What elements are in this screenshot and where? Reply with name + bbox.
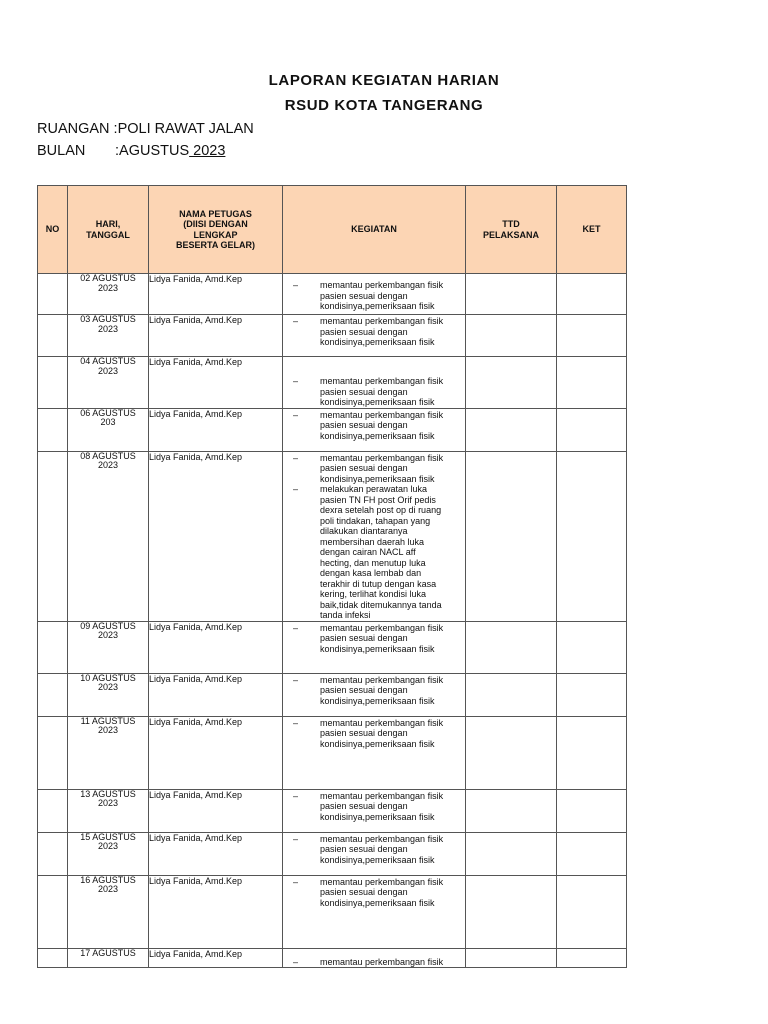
ttd-cell: [466, 274, 557, 315]
kegiatan-cell: [283, 673, 466, 716]
date-cell: 03 AGUSTUS 2023: [68, 315, 149, 357]
date-cell: 11 AGUSTUS 2023: [68, 716, 149, 789]
table-row: [38, 451, 627, 621]
activity-item: [283, 877, 465, 909]
table-row: [38, 948, 627, 968]
ttd-cell: [466, 621, 557, 673]
petugas-cell: Lidya Fanida, Amd.Kep: [149, 948, 283, 968]
ttd-cell: [466, 716, 557, 789]
col-header-no: NO: [38, 186, 68, 274]
ket-cell: [557, 621, 627, 673]
table-row: [38, 315, 627, 357]
ket-cell: [557, 357, 627, 409]
ttd-cell: [466, 673, 557, 716]
table-row: [38, 408, 627, 451]
bullet-dash: –: [293, 674, 299, 685]
activity-text: memantau perkembangan fisik pasien sesuai dengan kondisinya,pemeriksaan fisik: [320, 790, 444, 822]
bullet-dash: –: [293, 717, 299, 728]
table-header-row: [38, 186, 627, 274]
bulan-line: [37, 143, 225, 159]
ttd-cell: [466, 408, 557, 451]
bulan-label: BULAN: [37, 143, 86, 159]
ket-cell: [557, 716, 627, 789]
hospital-name: RSUD KOTA TANGERANG: [284, 97, 484, 114]
kegiatan-cell: [283, 315, 466, 357]
activity-text: memantau perkembangan fisik pasien sesuai dengan kondisinya,pemeriksaan fisik: [320, 316, 444, 347]
kegiatan-cell: [283, 621, 466, 673]
table-row: [38, 875, 627, 948]
date-cell: 16 AGUSTUS 2023: [68, 875, 149, 948]
bullet-dash: –: [293, 316, 299, 326]
bullet-dash: –: [293, 484, 299, 494]
table-row: [38, 716, 627, 789]
date-cell: 08 AGUSTUS 2023: [68, 451, 149, 621]
petugas-cell: Lidya Fanida, Amd.Kep: [149, 621, 283, 673]
petugas-cell: Lidya Fanida, Amd.Kep: [149, 875, 283, 948]
date-cell: 04 AGUSTUS 2023: [68, 357, 149, 409]
activity-text: memantau perkembangan fisik pasien sesuai dengan kondisinya,pemeriksaan fisik: [320, 376, 444, 407]
activity-text: memantau perkembangan fisik pasien sesuai dengan kondisinya,pemeriksaan fisik: [320, 452, 444, 484]
ttd-cell: [466, 875, 557, 948]
activity-item: [283, 376, 465, 408]
ttd-cell: [466, 832, 557, 875]
table-row: [38, 832, 627, 875]
kegiatan-cell: [283, 875, 466, 948]
ket-cell: [557, 673, 627, 716]
col-header-ket: KET: [557, 186, 627, 274]
petugas-cell: Lidya Fanida, Amd.Kep: [149, 357, 283, 409]
kegiatan-cell: [283, 789, 466, 832]
no-cell: [38, 789, 68, 832]
petugas-cell: Lidya Fanida, Amd.Kep: [149, 451, 283, 621]
bullet-dash: –: [293, 376, 299, 386]
ket-cell: [557, 408, 627, 451]
ttd-cell: [466, 789, 557, 832]
ket-cell: [557, 315, 627, 357]
bullet-dash: –: [293, 956, 299, 967]
date-cell: 10 AGUSTUS 2023: [68, 673, 149, 716]
kegiatan-cell: [283, 357, 466, 409]
table-row: [38, 357, 627, 409]
ttd-cell: [466, 451, 557, 621]
activity-text: memantau perkembangan fisik pasien sesuai dengan kondisinya,pemeriksaan fisik: [320, 876, 444, 908]
ttd-cell: [466, 315, 557, 357]
activity-table: [37, 185, 627, 968]
activity-item: [283, 957, 465, 968]
table-row: [38, 673, 627, 716]
petugas-cell: Lidya Fanida, Amd.Kep: [149, 315, 283, 357]
col-header-kegiatan: KEGIATAN: [283, 186, 466, 274]
kegiatan-cell: [283, 274, 466, 315]
date-cell: 15 AGUSTUS 2023: [68, 832, 149, 875]
col-header-nama-petugas: NAMA PETUGAS (DIISI DENGAN LENGKAP BESERTA GELAR): [149, 186, 283, 274]
date-cell: 02 AGUSTUS 2023: [68, 274, 149, 315]
petugas-cell: Lidya Fanida, Amd.Kep: [149, 716, 283, 789]
ket-cell: [557, 948, 627, 968]
no-cell: [38, 832, 68, 875]
col-header-hari-tanggal: HARI, TANGGAL: [68, 186, 149, 274]
no-cell: [38, 716, 68, 789]
bullet-dash: –: [293, 622, 299, 633]
activity-text: memantau perkembangan fisik pasien sesuai dengan kondisinya,pemeriksaan fisik: [320, 717, 444, 749]
activity-text: memantau perkembangan fisik pasien sesuai dengan kondisinya,pemeriksaan fisik: [320, 833, 444, 865]
kegiatan-cell: [283, 832, 466, 875]
activity-item: [283, 316, 465, 348]
ttd-cell: [466, 948, 557, 968]
kegiatan-cell: [283, 948, 466, 968]
ruangan-label: RUANGAN :: [37, 121, 118, 137]
table-row: [38, 274, 627, 315]
date-cell: 13 AGUSTUS 2023: [68, 789, 149, 832]
activity-item: [283, 834, 465, 866]
petugas-cell: Lidya Fanida, Amd.Kep: [149, 274, 283, 315]
bullet-dash: –: [293, 833, 299, 844]
bullet-dash: –: [293, 409, 299, 420]
no-cell: [38, 408, 68, 451]
no-cell: [38, 315, 68, 357]
table-row: [38, 789, 627, 832]
ruangan-value: POLI RAWAT JALAN: [117, 121, 254, 137]
activity-item: [283, 791, 465, 823]
report-title: LAPORAN KEGIATAN HARIAN: [268, 72, 500, 89]
no-cell: [38, 274, 68, 315]
ruangan-line: [37, 121, 254, 137]
date-cell: 17 AGUSTUS: [68, 948, 149, 968]
activity-item: [283, 280, 465, 312]
kegiatan-cell: [283, 451, 466, 621]
table-row: [38, 621, 627, 673]
no-cell: [38, 357, 68, 409]
ket-cell: [557, 832, 627, 875]
kegiatan-cell: [283, 716, 466, 789]
bullet-dash: –: [293, 876, 299, 887]
no-cell: [38, 621, 68, 673]
petugas-cell: Lidya Fanida, Amd.Kep: [149, 789, 283, 832]
ket-cell: [557, 274, 627, 315]
ket-cell: [557, 451, 627, 621]
bullet-dash: –: [293, 790, 299, 801]
table-body: [38, 274, 627, 968]
activity-item: [283, 453, 465, 485]
no-cell: [38, 673, 68, 716]
bullet-dash: –: [293, 452, 299, 463]
activity-text: memantau perkembangan fisik pasien sesuai dengan kondisinya,pemeriksaan fisik: [320, 409, 444, 441]
no-cell: [38, 451, 68, 621]
activity-text: memantau perkembangan fisik pasien sesuai dengan kondisinya,pemeriksaan fisik: [320, 280, 444, 311]
activity-item: [283, 675, 465, 707]
ket-cell: [557, 875, 627, 948]
date-cell: 06 AGUSTUS 203: [68, 408, 149, 451]
activity-item: [283, 623, 465, 655]
activity-text: memantau perkembangan fisik: [320, 956, 444, 967]
bulan-year: 2023: [189, 143, 226, 159]
activity-text: memantau perkembangan fisik pasien sesuai dengan kondisinya,pemeriksaan fisik: [320, 622, 444, 654]
no-cell: [38, 948, 68, 968]
date-cell: 09 AGUSTUS 2023: [68, 621, 149, 673]
activity-item: [283, 718, 465, 750]
kegiatan-cell: [283, 408, 466, 451]
activity-item: [283, 410, 465, 442]
ket-cell: [557, 789, 627, 832]
ttd-cell: [466, 357, 557, 409]
petugas-cell: Lidya Fanida, Amd.Kep: [149, 673, 283, 716]
activity-text: memantau perkembangan fisik pasien sesuai dengan kondisinya,pemeriksaan fisik: [320, 674, 444, 706]
petugas-cell: Lidya Fanida, Amd.Kep: [149, 832, 283, 875]
activity-item: [283, 484, 465, 621]
bulan-value: :AGUSTUS: [115, 143, 190, 159]
activity-text: melakukan perawatan luka pasien TN FH post Orif pedis dexra setelah post op di ruang poli tindakan, tahapan yang dilakukan diantaranya membersihan daerah luka dengan cairan NACL aff hecting, dan menutup luka dengan kasa lembab dan terakhir di tutup dengan kasa kering, terlihat kondisi luka baik,tidak ditemukannya tanda tanda infeksi: [320, 484, 442, 620]
petugas-cell: Lidya Fanida, Amd.Kep: [149, 408, 283, 451]
no-cell: [38, 875, 68, 948]
col-header-ttd: TTD PELAKSANA: [466, 186, 557, 274]
bullet-dash: –: [293, 280, 299, 290]
